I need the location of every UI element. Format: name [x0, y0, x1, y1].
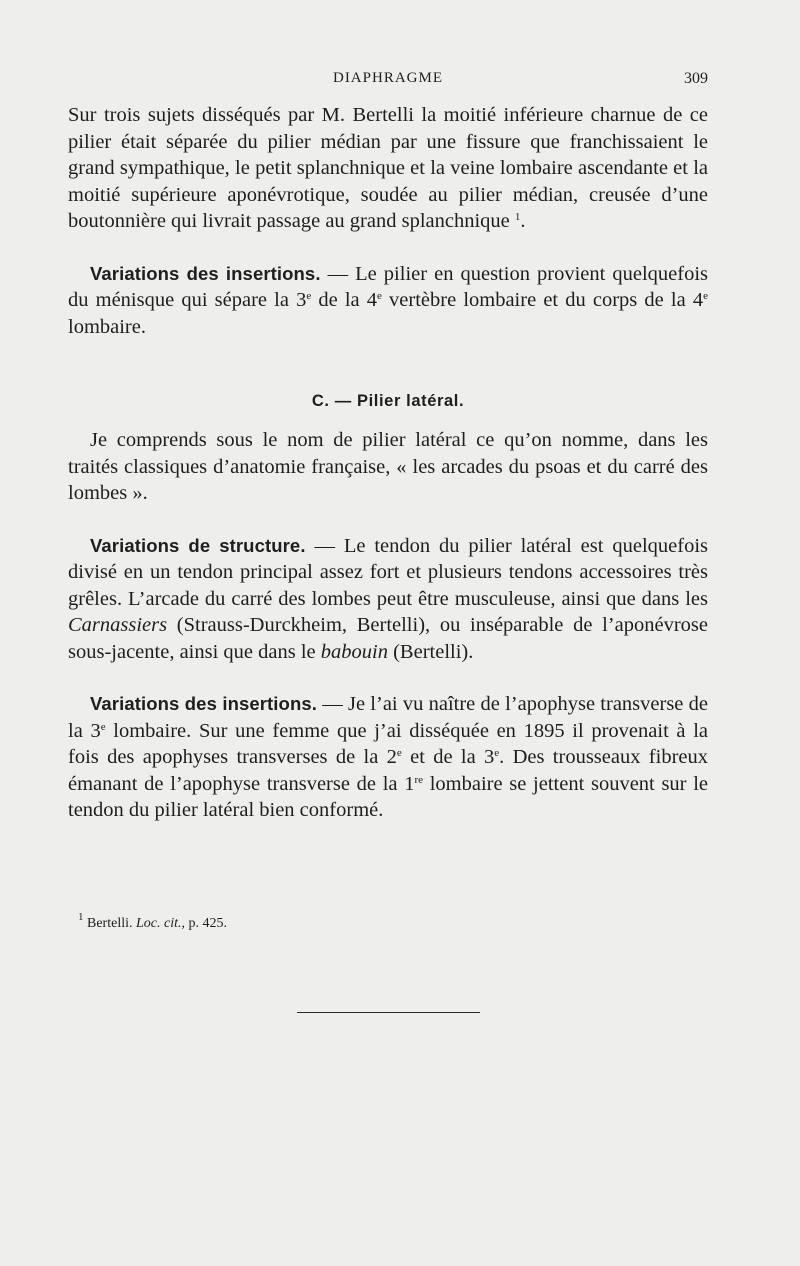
footnote [78, 911, 227, 932]
footnote-reference: 1 [514, 211, 521, 223]
run-in-heading: Variations des insertions. [90, 262, 321, 284]
running-head [68, 70, 708, 94]
body-text [68, 102, 708, 824]
paragraph-text: lombaire. [68, 315, 146, 338]
paragraph-text: Sur trois sujets disséqués par M. Bertelli la moitié inférieure charnue de ce pilier était séparée du pilier médian par une fissure que franchissaient le grand sympathique, le petit splanchnique et la veine lombaire ascendante et la moitié supérieure aponévrotique, soudée au pilier médian, creusée d’une boutonnière qui livrait passage au grand splanchnique [68, 104, 708, 232]
paragraph-text: — Je l’ai vu naître de l’apophyse transverse de la 3 [68, 693, 709, 742]
paragraph-bertelli-dissection [68, 102, 708, 235]
run-in-heading: Variations de structure. [90, 534, 306, 556]
footnote-italic: Loc. cit. [136, 916, 182, 931]
superscript: e [494, 747, 500, 759]
footnote-marker: 1 [78, 911, 84, 923]
paragraph-end: . [520, 210, 526, 232]
paragraph-text: lombaire. Sur une femme que j’ai disséquée en 1895 il provenait à la fois des apophyses transverses de la 2 [68, 719, 708, 768]
section-heading: C. — Pilier latéral. [311, 392, 465, 410]
superscript: re [414, 773, 423, 786]
paragraph-pilier-lateral-definition: Je comprends sous le nom de pilier latéral ce qu’on nomme, dans les traités classiques d’anatomie française, « les arcades du psoas et du carré des lombes ». [68, 429, 708, 504]
paragraph-text: de la 4 [311, 289, 378, 311]
end-rule [297, 1012, 480, 1013]
paragraph-text: (Bertelli). [387, 640, 474, 663]
paragraph-text: . Des trousseaux fibreux émanant de l’apophyse transverse de la 1 [68, 746, 708, 795]
italic-term: Carnassiers [68, 614, 168, 636]
paragraph-text: vertèbre lombaire et du corps de la 4 [381, 289, 704, 311]
superscript: e [100, 720, 106, 733]
page-number: 309 [684, 70, 708, 87]
superscript: e [396, 747, 402, 759]
paragraph-variations-insertions-1 [68, 261, 708, 341]
paragraph-variations-insertions-2 [68, 691, 708, 824]
paragraph-text: (Strauss-Durckheim, Bertelli), ou inséparable de l’aponévrose sous-jacente, ainsi que dans le [68, 614, 708, 663]
footnote-text: , p. 425. [181, 916, 227, 931]
paragraph-text: — Le pilier en question provient quelquefois du ménisque qui sépare la 3 [68, 262, 708, 311]
running-title: DIAPHRAGME [332, 70, 443, 86]
run-in-heading: Variations des insertions. [90, 693, 317, 714]
footnote-text: Bertelli. [83, 916, 136, 931]
superscript: e [377, 290, 382, 302]
paragraph-variations-structure [68, 533, 708, 666]
paragraph-text: lombaire se jettent souvent sur le tendon du pilier latéral bien conformé. [68, 772, 708, 821]
paragraph-text: — Le tendon du pilier latéral est quelquefois divisé en un tendon principal assez fort et plusieurs tendons accessoires très grêles. L’arcade du carré des lombes peut être musculeuse, ainsi que dans les [68, 534, 708, 610]
paragraph-text: et de la 3 [401, 746, 495, 768]
superscript: e [703, 290, 708, 302]
superscript: e [306, 290, 312, 302]
italic-term: babouin [320, 640, 388, 663]
